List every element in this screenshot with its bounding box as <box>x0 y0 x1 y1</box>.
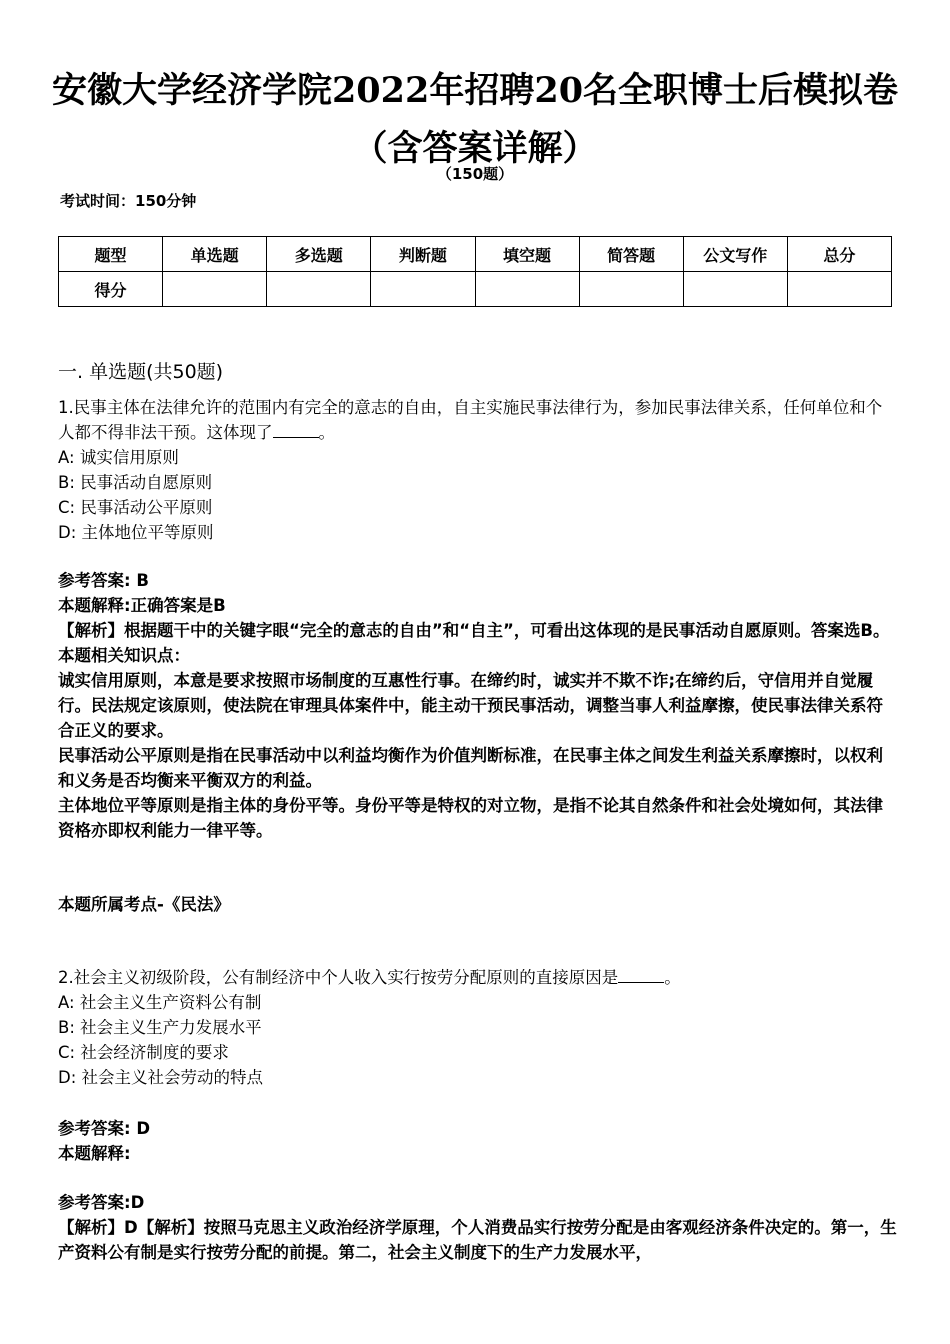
question-tail: 。 <box>318 423 335 442</box>
score-cell <box>371 272 475 307</box>
question-text: 社会主义初级阶段，公有制经济中个人收入实行按劳分配原则的直接原因是 <box>73 968 619 987</box>
score-table-score-row <box>59 272 892 307</box>
score-table-header-cell: 简答题 <box>579 237 683 272</box>
score-table-header-cell: 总分 <box>787 237 891 272</box>
option-b <box>58 1015 898 1040</box>
explanation-heading: 本题解释: <box>58 1144 131 1163</box>
score-table <box>58 236 892 307</box>
question-number: 1. <box>58 398 74 417</box>
score-table-header-row <box>59 237 892 272</box>
score-cell <box>475 272 579 307</box>
analysis-text: 【解析】D【解析】按照马克思主义政治经济学原理，个人消费品实行按劳分配是由客观经济条件决定的。第一，生产资料公有制是实行按劳分配的前提。第二，社会主义制度下的生产力发展水平， <box>58 1218 897 1262</box>
option-text: 民事活动公平原则 <box>80 498 213 517</box>
option-letter: B: <box>58 1018 75 1037</box>
option-text: 诚实信用原则 <box>79 448 179 467</box>
option-text: 社会经济制度的要求 <box>80 1043 229 1062</box>
score-table-header-cell: 判断题 <box>371 237 475 272</box>
option-letter: A: <box>58 448 75 467</box>
reference-answer: 参考答案: D <box>58 1119 151 1138</box>
option-letter: D: <box>58 1068 77 1087</box>
question-number: 2. <box>58 968 74 987</box>
score-cell <box>683 272 787 307</box>
exam-time: 考试时间：150分钟 <box>60 192 197 210</box>
score-table-header-cell: 填空题 <box>475 237 579 272</box>
option-letter: A: <box>58 993 75 1012</box>
document-title: 安徽大学经济学院2022年招聘20名全职博士后模拟卷（含答案详解） <box>51 70 899 169</box>
option-letter: C: <box>58 498 76 517</box>
exam-point: 本题所属考点-《民法》 <box>58 895 230 914</box>
question-stem <box>58 965 898 990</box>
score-table-header-cell: 题型 <box>59 237 163 272</box>
question-count: （150题） <box>436 165 514 183</box>
knowledge-paragraph: 主体地位平等原则是指主体的身份平等。身份平等是特权的对立物，是指不论其自然条件和社会处境如何，其法律资格亦即权利能力一律平等。 <box>58 796 883 840</box>
question-2 <box>58 965 898 1090</box>
reference-answer: 参考答案: B <box>58 571 149 590</box>
exam-point-1 <box>58 892 898 917</box>
option-letter: C: <box>58 1043 76 1062</box>
question-tail: 。 <box>664 968 681 987</box>
score-table-header-cell: 多选题 <box>267 237 371 272</box>
score-table-header-cell: 单选题 <box>163 237 267 272</box>
question-1 <box>58 395 898 545</box>
section-title: 一. 单选题(共50题) <box>58 361 224 383</box>
option-text: 社会主义社会劳动的特点 <box>81 1068 264 1087</box>
option-c <box>58 1040 898 1065</box>
score-cell <box>267 272 371 307</box>
option-a <box>58 445 898 470</box>
knowledge-paragraph: 诚实信用原则，本意是要求按照市场制度的互惠性行事。在缔约时，诚实并不欺不诈;在缔约后，守信用并自觉履行。民法规定该原则，使法院在审理具体案件中，能主动干预民事活动，调整当事人利益摩擦，使民事法律关系符合正义的要求。 <box>58 671 883 740</box>
option-letter: B: <box>58 473 75 492</box>
reference-answer-detail: 参考答案:D <box>58 1193 145 1212</box>
knowledge-paragraph: 民事活动公平原则是指在民事活动中以利益均衡作为价值判断标准，在民事主体之间发生利益关系摩擦时，以权利和义务是否均衡来平衡双方的利益。 <box>58 746 883 790</box>
score-cell <box>787 272 891 307</box>
knowledge-heading: 本题相关知识点： <box>58 646 190 665</box>
option-c <box>58 495 898 520</box>
option-text: 社会主义生产力发展水平 <box>80 1018 262 1037</box>
option-letter: D: <box>58 523 77 542</box>
score-cell <box>579 272 683 307</box>
explanation-heading: 本题解释:正确答案是B <box>58 596 226 615</box>
answer-detail-2 <box>58 1190 898 1265</box>
analysis-text: 【解析】根据题干中的关键字眼“完全的意志的自由”和“自主”，可看出这体现的是民事活动自愿原则。答案选B。 <box>58 621 890 640</box>
answer-section-1 <box>58 568 898 843</box>
option-text: 社会主义生产资料公有制 <box>79 993 262 1012</box>
score-cell <box>163 272 267 307</box>
option-a <box>58 990 898 1015</box>
option-text: 民事活动自愿原则 <box>80 473 213 492</box>
option-d <box>58 520 898 545</box>
option-b <box>58 470 898 495</box>
question-stem <box>58 395 898 445</box>
answer-section-2 <box>58 1116 898 1166</box>
answer-blank <box>273 421 319 438</box>
score-row-label: 得分 <box>59 272 163 307</box>
option-d <box>58 1065 898 1090</box>
answer-blank <box>618 966 664 983</box>
score-table-header-cell: 公文写作 <box>683 237 787 272</box>
question-text: 民事主体在法律允许的范围内有完全的意志的自由，自主实施民事法律行为，参加民事法律关系，任何单位和个人都不得非法干预。这体现了 <box>58 398 883 442</box>
option-text: 主体地位平等原则 <box>81 523 214 542</box>
